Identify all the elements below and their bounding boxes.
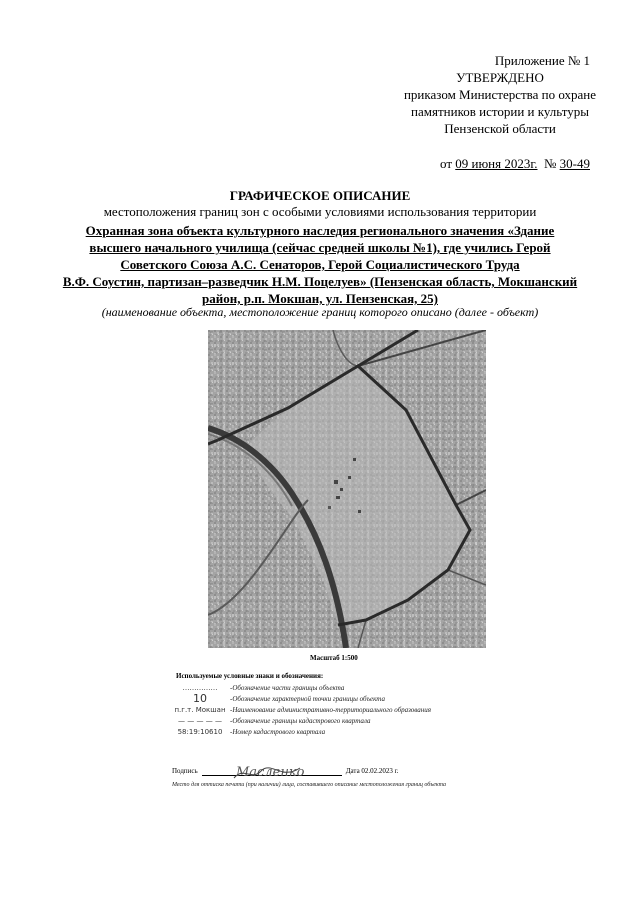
boundary-map	[208, 330, 486, 648]
signature-date: Дата 02.02.2023 г.	[345, 767, 399, 775]
order-line-1: приказом Министерства по охране	[403, 87, 597, 102]
object-line-3: Советского Союза А.С. Сенаторов, Герой Социалистического Труда	[120, 257, 520, 272]
signature-block	[172, 766, 472, 788]
appendix-label: Приложение № 1	[494, 53, 590, 68]
svg-text:Масленко: Масленко	[236, 765, 304, 780]
legend-item: …………… -Обозначение части границы объекта	[182, 683, 345, 692]
object-line-2: высшего начального училища (сейчас средней школы №1), где учились Герой	[89, 240, 551, 255]
signature-label: Подпись	[172, 767, 198, 775]
handwritten-signature	[232, 758, 304, 784]
legend	[170, 682, 500, 737]
approved-label: УТВЕРЖДЕНО	[456, 70, 544, 85]
order-date: 09 июня 2023г.	[455, 156, 538, 171]
document-title: ГРАФИЧЕСКОЕ ОПИСАНИЕ	[229, 188, 411, 203]
signature-stamp	[232, 758, 304, 784]
order-date-line: от 09 июня 2023г. № 30-49	[440, 156, 590, 171]
legend-item: 10 -Обозначение характерной точки границы объекта	[193, 692, 385, 705]
order-line-3: Пензенской области	[444, 121, 556, 136]
object-description	[40, 222, 600, 307]
map-image	[208, 330, 486, 648]
order-line-2: памятников истории и культуры	[411, 104, 589, 119]
document-heading	[40, 188, 600, 220]
map-scale: Масштаб 1:500	[310, 654, 358, 662]
order-number: 30-49	[559, 156, 590, 171]
legend-item: 58:19:10610 -Номер кадастрового квартала	[177, 727, 326, 736]
object-line-1: Охранная зона объекта культурного наследия регионального значения «Здание	[85, 223, 555, 238]
object-line-5: район, р.п. Мокшан, ул. Пензенская, 25)	[202, 291, 438, 306]
document-subtitle: местоположения границ зон с особыми условиями использования территории	[103, 204, 537, 219]
legend-item: — — — — — -Обозначение границы кадастрового квартала	[178, 716, 371, 725]
legend-title: Используемые условные знаки и обозначения:	[176, 672, 324, 680]
stamp-note: Место для оттиска печати (при наличии) лица, составившего описание местоположения границ объекта	[172, 782, 447, 788]
object-line-4: В.Ф. Соустин, партизан–разведчик Н.М. Поцелуев» (Пензенская область, Мокшанский	[62, 274, 578, 289]
legend-item: п.г.т. Мокшан -Наименование административно-территориального образования	[174, 705, 431, 714]
approval-block	[380, 52, 620, 172]
object-note: (наименование объекта, местоположение границ которого описано (далее - объект)	[101, 305, 539, 319]
